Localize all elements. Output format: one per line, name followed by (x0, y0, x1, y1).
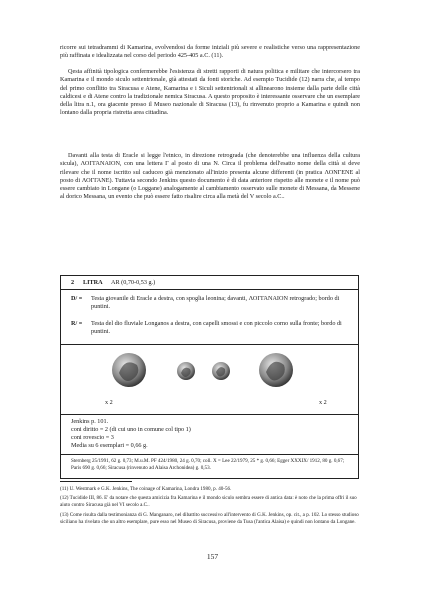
ref-average-weight: Media su 6 esemplari = 0,66 g. (71, 442, 148, 449)
footnote-11: (11) U. Westmark e G.K. Jenkins, The coinage of Kamarina, Londra 1980, p. 40-56. (60, 486, 232, 492)
scale-label-left: x 2 (105, 399, 113, 406)
footnote-13: (13) Come risulta dalla testimonianza di G. Manganaro, nel dibattito successivo all'intervento di G.K. Jenkins, op. cit., a p. 102. Lo stesso studioso siciliano ha rivelato che un altro esemplare, pure esso nel Museo di Siracusa, proviene da Tusa (l'antica Alaisa) e quindi non lontano da Longane. (60, 512, 359, 525)
catalog-description (61, 290, 358, 345)
coin-plate (61, 345, 358, 415)
scale-label-right: x 2 (319, 399, 327, 406)
reverse-label: R/ = (71, 320, 83, 327)
catalog-denomination: LITRA (83, 279, 103, 286)
page-number: 157 (206, 552, 219, 561)
ref-dies-reverse: coni rovescio = 3 (71, 434, 114, 441)
ref-jenkins: Jenkins p. 101. (71, 418, 109, 425)
catalog-specimens (61, 455, 358, 479)
obverse-label: D/ = (71, 295, 83, 302)
reverse-text: Testa del dio fluviale Longanos a destra, con capelli smossi e con piccolo corno sulla fronte; bordo di puntini. (91, 320, 342, 336)
footnote-separator (60, 481, 132, 482)
coin-obverse-enlarged (112, 353, 146, 387)
paragraph-affinity: Qesta affinità tipologica confermerebbe l'esistenza di stretti rapporti di natura politica e militare che intercorsero tra Kamarina e il mondo siculo settentrionale, già attestati da fonti storiche. Ad esempio Tucidide (12) narra che, al tempo del primo conflitto tra Siracusa e Atene, Kamarina e i Siculi settentrionali si allinearono insieme dalla parte delle città caldicesi e di Atene contro la tradizionale nemica Siracusa. A questo proposito è interessante osservare che un esemplare della litra n.1, ora giacente presso il Museo nazionale di Siracusa (13), fu rinvenuto proprio a Kamarina e quindi non lontano dalla propria ristretta area cittadina. (60, 68, 360, 117)
footnote-12: (12) Tucidide III, 86. E' da notare che questa amicizia fra Kamarina e il mondo siculo sembra essere di antica data: è noto che la prima offri il suo aiuto contro Siracusa già nel VI secolo a.C.. (60, 495, 357, 508)
coin-reverse-enlarged (259, 353, 293, 387)
paragraph-ethnic: Davanti alla testa di Eracle si legge l'etnico, in direzione retrograda (che denoterebbe una influenza della cultura sicula), ΛΟΓΓΑΝΑΙΟΝ, con una lettera Γ al posto di una N. Circa il problema dell'esatto nome della città si deve rilevare che il nome iscritto sul caduceo già menzionato all'inizio presenta alcune differenti (in pratica ΛΟΝΓΕΝΕ al posto di ΛΟΓΓΑΝΕ). Tuttavia secondo Jenkins questo documento è di data anteriore rispetto alle monete e il nome può essere cambiato in Longane (o Loggane) analogamente al cambiamento osservato sulle monete di Messana, da Messene al dorico Messana, un evento che può essere fatto risalire circa alla metà del V secolo a.C.. (60, 152, 360, 201)
coin-reverse (212, 362, 230, 380)
catalog-number: 2 (71, 279, 75, 286)
specimen-list: Sternberg 25/1991, 62 g. 0,73; M.u.M. PF 424/1980, 24 g. 0,70; coll. X = Lee 22/1979, 25 * g. 0,66; Egger XXXIX/ 1912, 80 g. 0,67; Paris 690 g. 0,66; Siracusa (rinvenuto ad Alaisa Archonidea) g. 0,53. (71, 458, 345, 471)
catalog-entry (60, 275, 359, 479)
intro-paragraph: ricorre sui tetradrammi di Kamarina, evolvendosi da forme iniziali più severe e realistiche verso una rappresentazione più raffinata e idealizzata nel corso del periodo 425-405 a.C. (11). (60, 44, 360, 60)
catalog-metal-weight: AR (0,70-0,53 g.) (111, 279, 156, 286)
catalog-references (61, 415, 358, 455)
ref-dies-obverse: coni diritto = 2 (di cui uno in comune col tipo 1) (71, 426, 191, 433)
obverse-text: Testa giovanile di Eracle a destra, con spoglia leonina; davanti, ΛΟΓΓΑΝΑΙΟΝ retrogrado; bordo di puntini. (91, 295, 340, 311)
coin-obverse (177, 362, 195, 380)
catalog-header (61, 276, 358, 290)
